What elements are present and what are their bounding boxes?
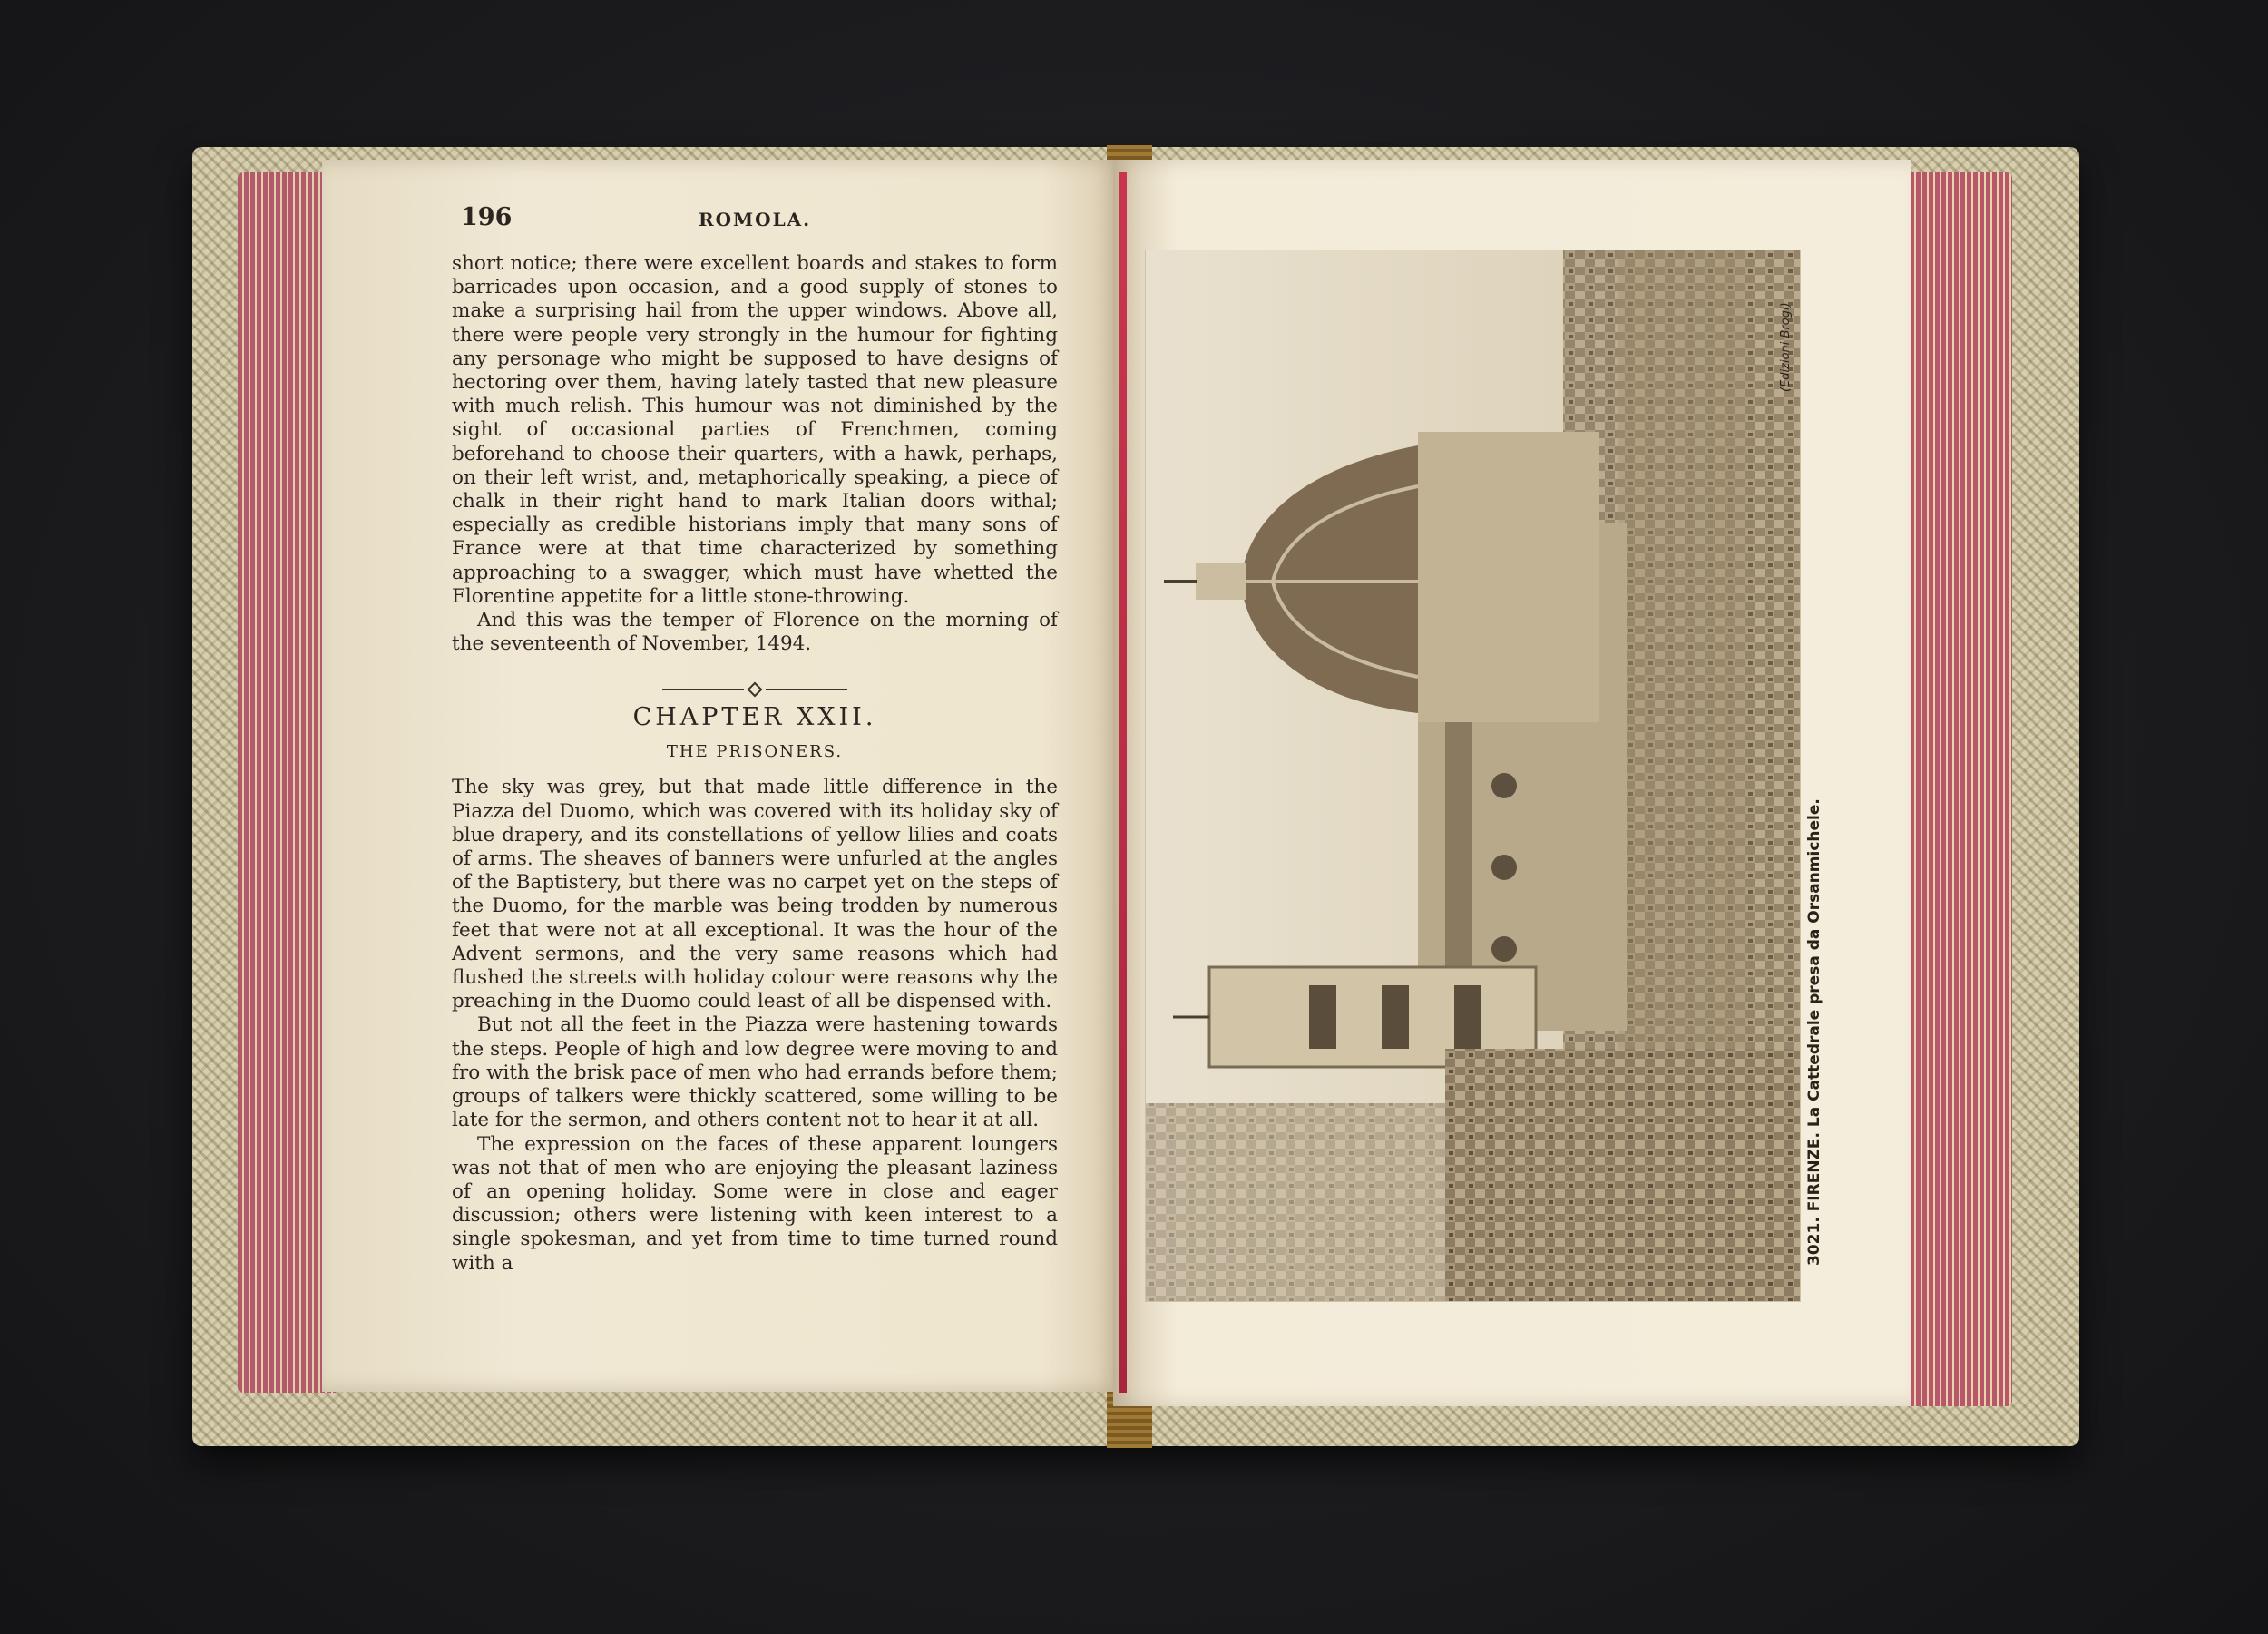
gutter-ribbon (1119, 172, 1127, 1393)
photo-caption: 3021. FIRENZE. La Cattedrale presa da Orsanmichele. (1805, 798, 1823, 1266)
photo-credit: (Edizioni Brogi) (1779, 302, 1793, 392)
photo-scene (1146, 250, 1800, 1301)
section-ornament (452, 680, 1058, 689)
left-page-edges (238, 172, 336, 1393)
paragraph: But not all the feet in the Piazza were hastening towards the steps. People of high and low degree were moving to and fro with the brisk pace of men who had errands before them; groups of talkers were thickly scattered, some willing to be late for the sermon, and others content not to hear it at all. (452, 1013, 1058, 1132)
chapter-subtitle: THE PRISONERS. (666, 742, 844, 762)
running-head: ROMOLA. (699, 209, 812, 230)
paragraph: And this was the temper of Florence on the morning of the seventeenth of November, 1494. (452, 609, 1058, 656)
page-number: 196 (461, 203, 513, 231)
left-page-text (452, 203, 1058, 1276)
paragraph: The expression on the faces of these apparent loungers was not that of men who are enjoying the pleasant laziness of an opening holiday. Some were in close and eager discussion; others were listening with keen interest to a single spokesman, and yet from time to time turned round with a (452, 1132, 1058, 1275)
page-header (452, 203, 1058, 252)
chapter-title: CHAPTER XXII. (632, 703, 877, 732)
paragraph: The sky was grey, but that made little difference in the Piazza del Duomo, which was covered with its holiday sky of blue drapery, and its constellations of yellow lilies and coats of arms. The sheaves of banners were unfurled at the angles of the Baptistery, but there was no carpet yet on the steps of the Duomo, for the marble was being trodden by numerous feet that were not at all exceptional. It was the hour of the Advent sermons, and the very same reasons which had flushed the streets with holiday colour were reasons why the preaching in the Duomo could least of all be dispensed with. (452, 776, 1058, 1013)
paragraph: short notice; there were excellent boards and stakes to form barricades upon occasion, and a good supply of stones to make a surprising hail from the upper windows. Above all, there were people very strongly in the humour for fighting any personage who might be supposed to have designs of hectoring over them, having lately tasted that new pleasure with much relish. This humour was not diminished by the sight of occasional parties of Frenchmen, coming beforehand to choose their quarters, with a hawk, perhaps, on their left wrist, and, metaphorically speaking, a piece of chalk in their right hand to mark Italian doors withal; especially as credible historians imply that many sons of France were at that time characterized by something approaching to a swagger, which must have whetted the Florentine appetite for a little stone-throwing. (452, 252, 1058, 608)
right-page-edges (1903, 172, 2012, 1406)
cathedral-photograph (1146, 250, 1800, 1301)
